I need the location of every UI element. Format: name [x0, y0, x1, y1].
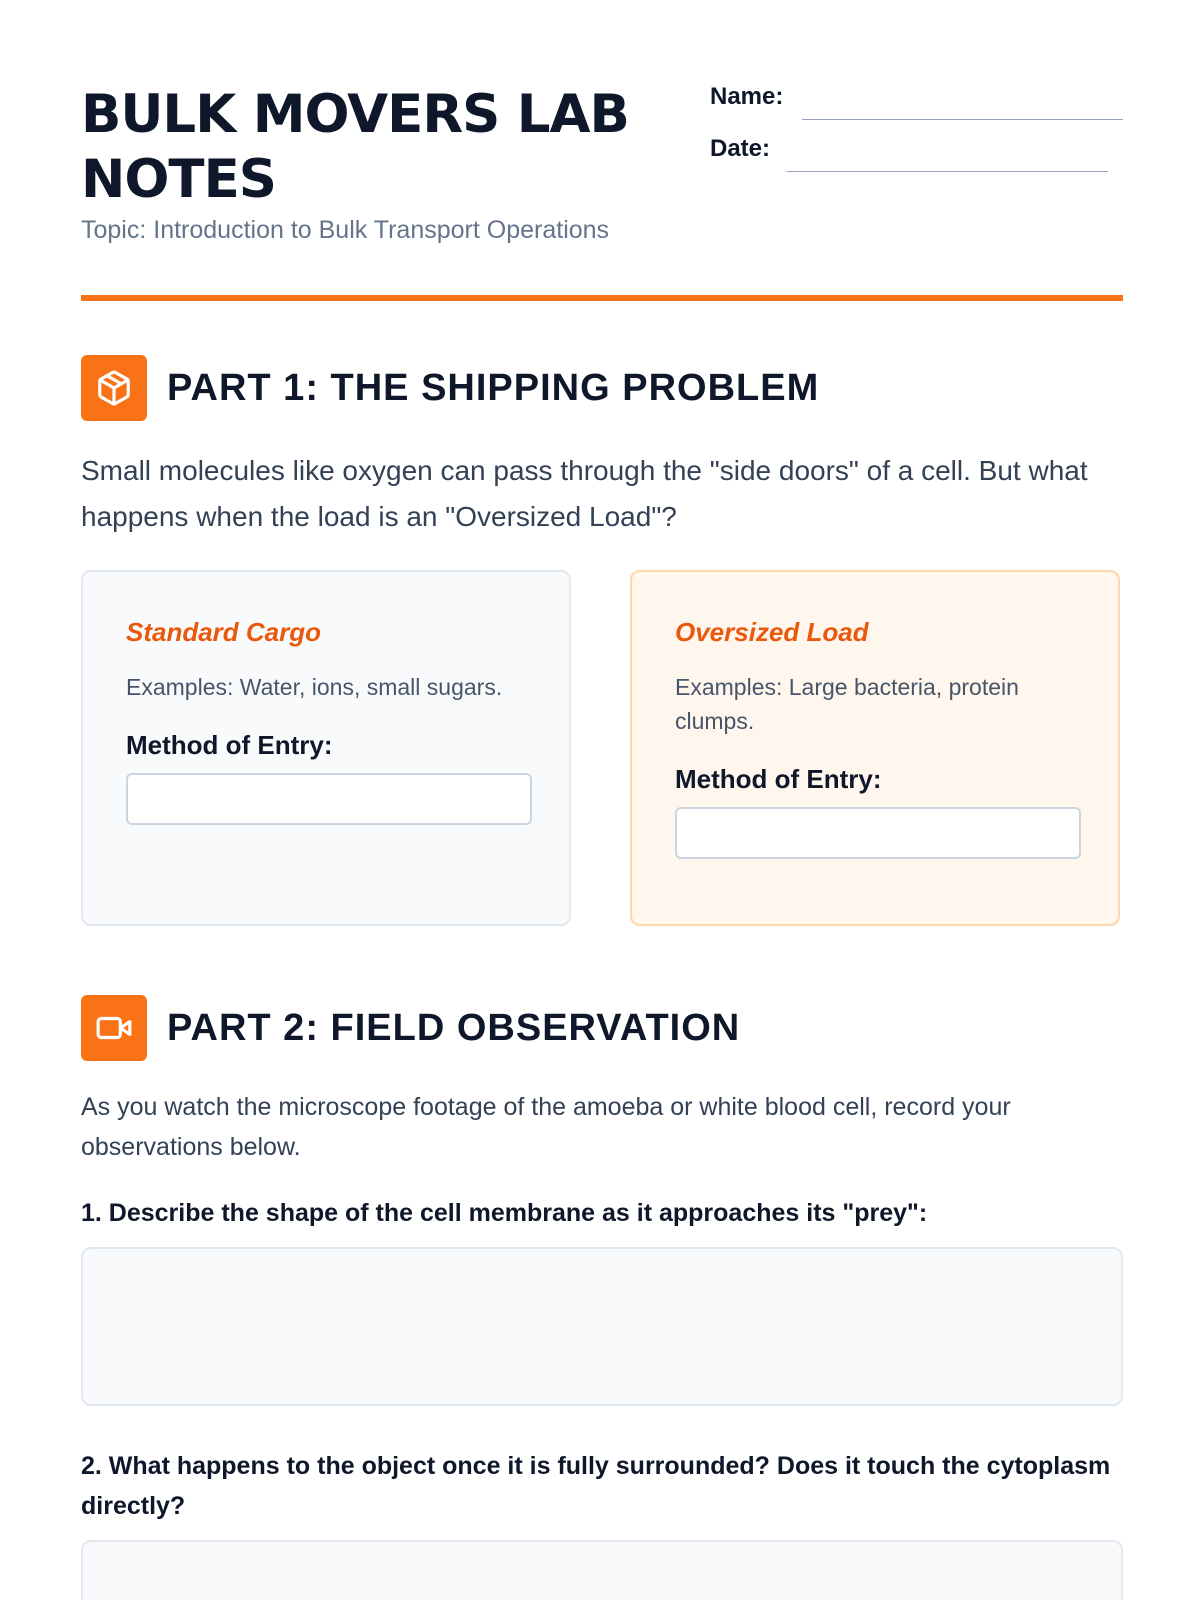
oversized-load-card [630, 570, 1120, 926]
part1-heading [81, 355, 1123, 421]
question-2-answer[interactable] [81, 1540, 1123, 1600]
method-label: Method of Entry: [675, 764, 882, 794]
date-field[interactable] [787, 171, 1108, 172]
worksheet-header [81, 82, 1121, 242]
page-title: BULK MOVERS LAB NOTES [81, 84, 629, 210]
oversized-method-input[interactable] [675, 807, 1081, 859]
name-label: Name: [710, 83, 784, 110]
question-2: 2. What happens to the object once it is fully surrounded? Does it touch the cytoplasm directly? [81, 1452, 1111, 1520]
standard-cargo-card [81, 570, 571, 926]
part2-heading [81, 995, 1123, 1061]
part1-title: PART 1: THE SHIPPING PROBLEM [167, 367, 820, 409]
date-label: Date: [710, 135, 771, 162]
part2-title: PART 2: FIELD OBSERVATION [167, 1007, 741, 1049]
card-title: Standard Cargo [126, 617, 322, 647]
method-label: Method of Entry: [126, 730, 333, 760]
part1-intro: Small molecules like oxygen can pass through the "side doors" of a cell. But what happens when the load is an "Oversized Load"? [81, 455, 1088, 532]
name-field[interactable] [802, 119, 1123, 120]
card-examples: Examples: Large bacteria, protein clumps. [675, 674, 1019, 734]
cube-icon [81, 355, 147, 421]
question-1: 1. Describe the shape of the cell membrane as it approaches its "prey": [81, 1199, 928, 1227]
card-title: Oversized Load [675, 617, 869, 647]
card-examples: Examples: Water, ions, small sugars. [126, 674, 503, 700]
video-camera-icon [81, 995, 147, 1061]
part2-intro: As you watch the microscope footage of the amoeba or white blood cell, record your observations below. [81, 1093, 1011, 1161]
question-1-answer[interactable] [81, 1247, 1123, 1406]
topic-subtitle: Topic: Introduction to Bulk Transport Operations [81, 216, 610, 244]
standard-method-input[interactable] [126, 773, 532, 825]
header-divider [81, 295, 1123, 301]
student-info [710, 82, 1123, 182]
